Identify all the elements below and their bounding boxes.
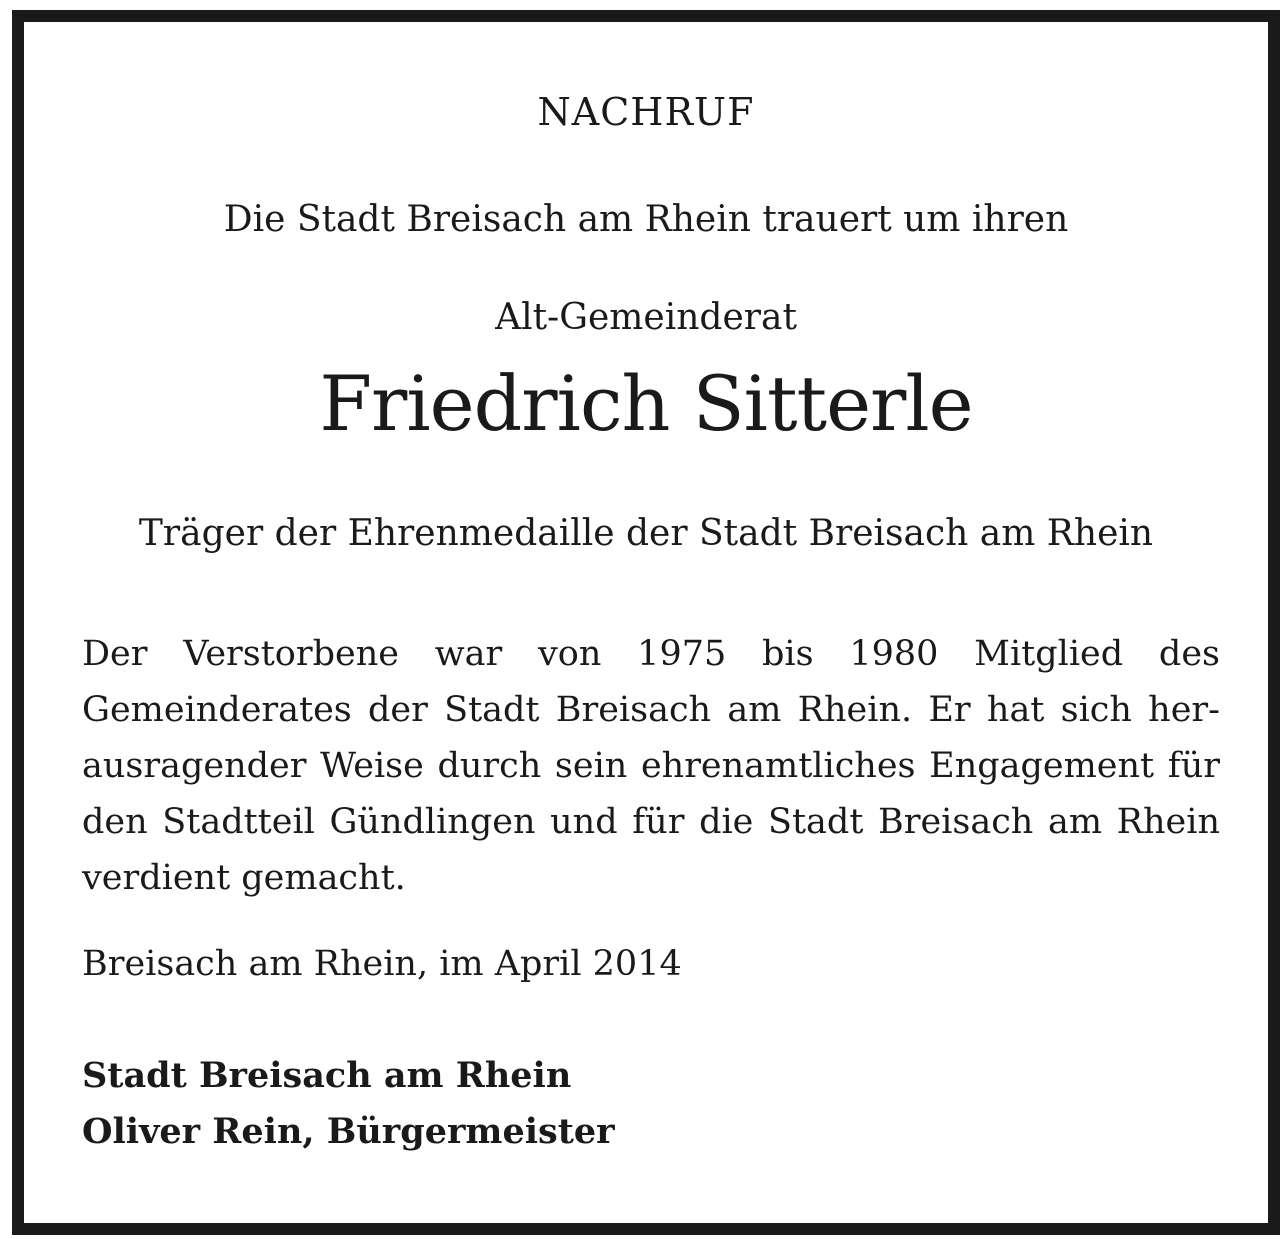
deceased-name: Friedrich Sitterle — [319, 359, 973, 448]
notice-body: Der Verstorbene war von 1975 bis 1980 Mitglied des Gemeinderates der Stadt Breisach am Rhein. Er hat sich herausragender Weise durch sein ehrenamtliches Engagement für den Stadtteil Gündlingen und für die Stadt Breisach am Rhein verdient gemacht. — [82, 634, 1220, 898]
obituary-notice — [24, 22, 1268, 1223]
notice-intro: Die Stadt Breisach am Rhein trauert um ihren — [223, 199, 1069, 240]
signature-mayor: Oliver Rein, Bürgermeister — [82, 1111, 615, 1152]
signature-city: Stadt Breisach am Rhein — [82, 1055, 572, 1096]
place-date: Breisach am Rhein, im April 2014 — [82, 944, 682, 984]
deceased-honor: Träger der Ehrenmedaille der Stadt Breisach am Rhein — [138, 513, 1154, 554]
notice-heading: NACHRUF — [537, 90, 755, 134]
obituary-frame — [12, 10, 1280, 1235]
deceased-role: Alt-Gemeinderat — [495, 297, 797, 338]
signature-block — [82, 1048, 1220, 1160]
